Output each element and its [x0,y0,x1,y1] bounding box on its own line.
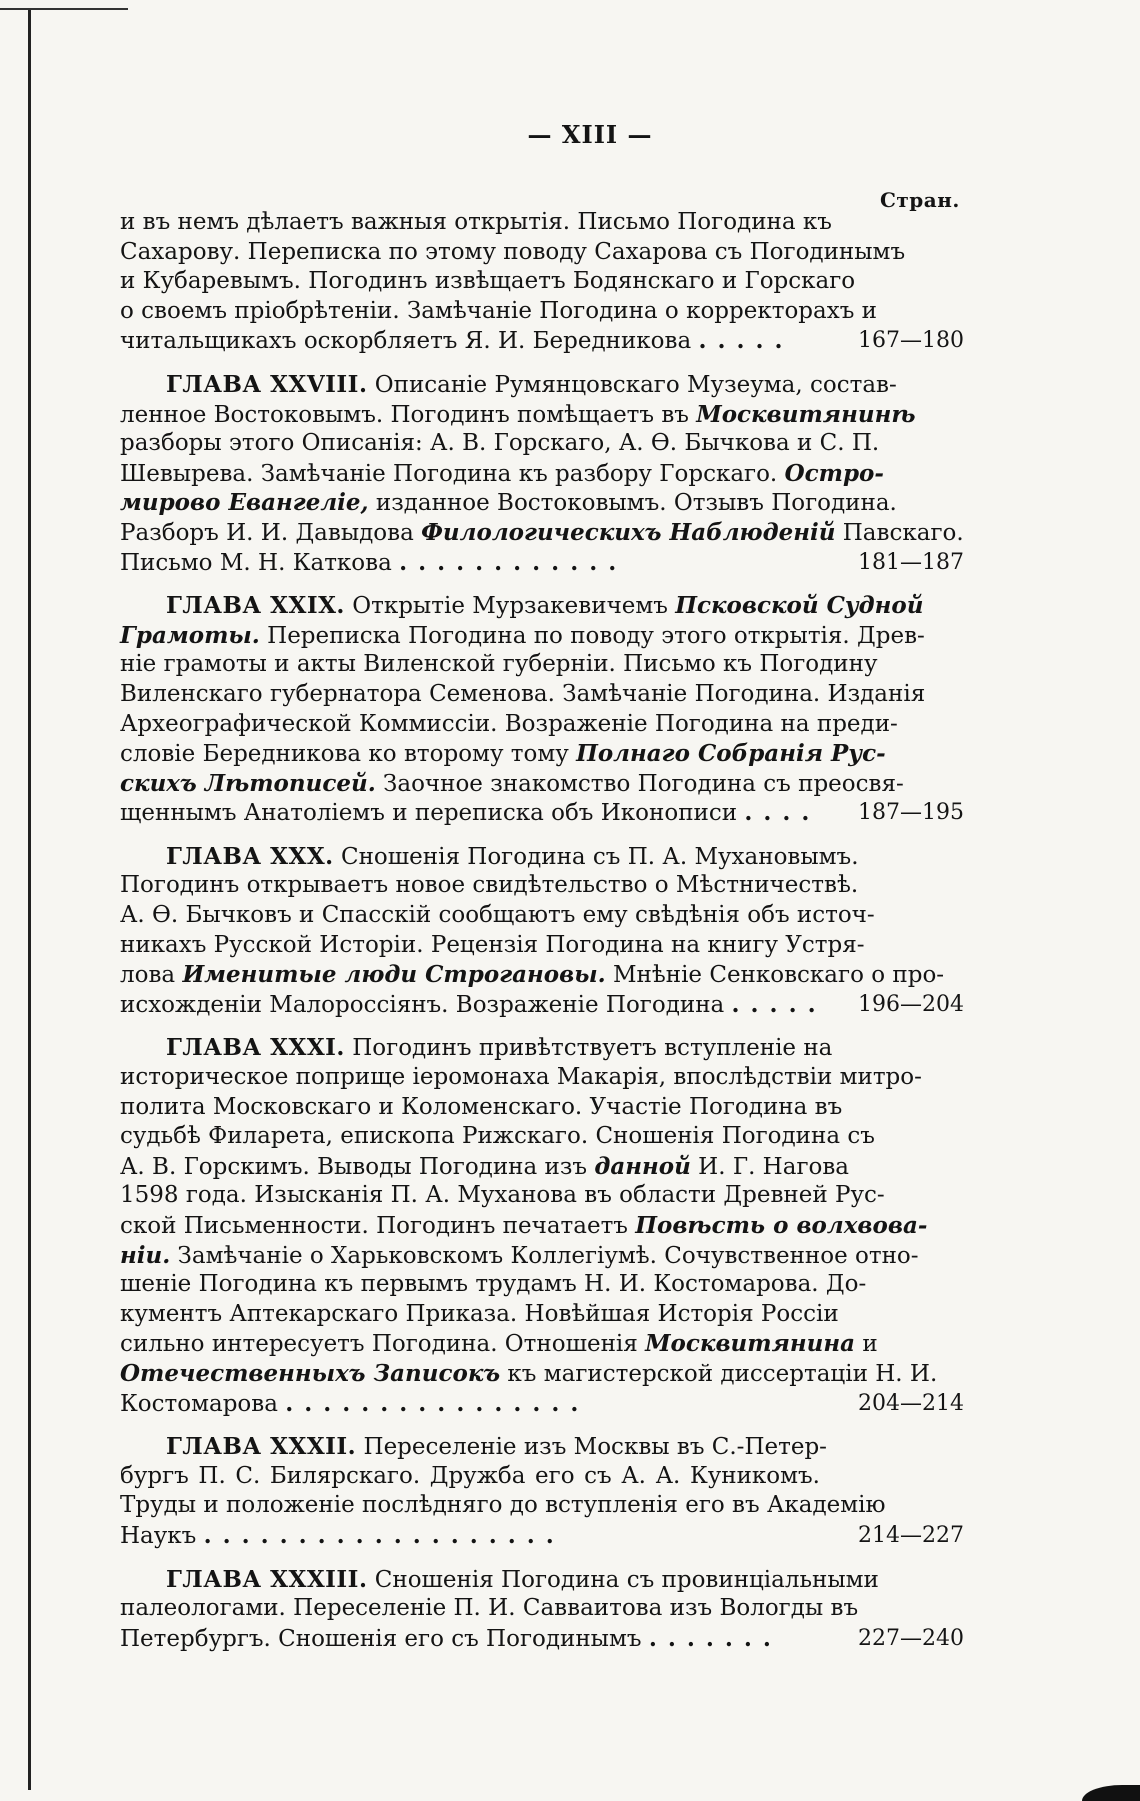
toc-entry-chapter-32 [120,1432,962,1550]
entry-line: Погодинъ открываетъ новое свидѣтельство о Мѣстничествѣ. [120,872,859,899]
entry-line [120,842,859,872]
entry-italic-title: мирово Евангеліе, [120,489,369,517]
entry-line-text: читальщикахъ оскорбляетъ Я. И. Бередникова [120,328,692,355]
entry-italic-title: Грамоты. [120,621,260,649]
entry-line: бургъ П. С. Билярскаго. Дружба его съ А. А. Куникомъ. [120,1462,820,1489]
entry-line-text: Наукъ [120,1522,197,1549]
entry-line: никахъ Русской Исторіи. Рецензія Погодина на книгу Устря- [120,931,865,958]
entry-line [120,1565,879,1595]
entry-line: шеніе Погодина къ первымъ трудамъ Н. И. Костомарова. До- [120,1271,867,1298]
entry-line [120,1241,919,1271]
entry-line [120,1033,833,1063]
entry-line: историческое поприще іеромонаха Макарія, впослѣдствіи митро- [120,1064,922,1091]
page-range: 181—187 [858,549,964,575]
entry-line-text: Разборъ И. И. Давыдова [120,519,414,546]
entry-last-line [120,798,964,828]
entry-last-line [120,1521,964,1551]
entry-line-text: словіе Бередникова ко второму тому [120,741,569,768]
entry-italic-title: скихъ Лѣтописей. [120,769,376,797]
page-left-edge [28,10,31,1790]
chapter-number: ГЛАВА XXXII. [166,1433,357,1461]
entry-line: Виленскаго губернатора Семенова. Замѣчаніе Погодина. Изданія [120,680,926,707]
page-range: 187—195 [858,800,964,826]
entry-line-text: Костомарова [120,1390,278,1417]
entry-last-line [120,326,964,356]
entry-line: разборы этого Описанія: А. В. Горскаго, А. Ѳ. Бычкова и С. П. [120,430,880,457]
entry-line-text: Мнѣніе Сенковскаго о про- [612,962,945,989]
entry-italic-title: Москвитянина [645,1330,856,1358]
entry-line [120,370,897,400]
entry-line-text: Описаніе Румянцовскаго Музеума, состав- [374,371,897,398]
page-range: 227—240 [858,1625,964,1651]
entry-line [120,1432,827,1462]
leader-dots: ....... [648,1624,782,1652]
entry-italic-title: Именитые люди Строгановы. [182,961,606,989]
leader-dots: ..... [731,990,827,1018]
page-range: 196—204 [858,991,964,1017]
entry-line-text: щеннымъ Анатоліемъ и переписка объ Иконописи [120,800,738,827]
entry-line-text: Замѣчаніе о Харьковскомъ Коллегіумѣ. Сочувственное отно- [177,1242,919,1269]
leader-dots: .... [744,799,821,827]
entry-last-line [120,548,964,578]
entry-line [120,459,884,489]
chapter-number: ГЛАВА XXIX. [166,592,345,620]
leader-dots: ..... [698,327,794,355]
toc-entry-chapter-29 [120,591,962,828]
entry-line-text: сильно интересуетъ Погодина. Отношенія [120,1331,638,1358]
table-of-contents [120,208,962,1667]
pages-column-label: Стран. [880,188,960,212]
chapter-number: ГЛАВА XXXIII. [166,1565,368,1593]
entry-line-text: Сношенія Погодина съ провинціальными [374,1566,879,1593]
entry-line: Сахарову. Переписка по этому поводу Сахарова съ Погодинымъ [120,238,906,265]
entry-italic-title: Псковской Судной [675,592,924,620]
entry-line-text: И. Г. Нагова [698,1153,850,1180]
entry-line [120,739,886,769]
entry-line [120,1359,938,1389]
entry-line-text: къ магистерской диссертаціи Н. И. [507,1360,938,1387]
page-range: 167—180 [858,328,964,354]
entry-line-text: Письмо М. Н. Каткова [120,549,392,576]
entry-line [120,621,925,651]
entry-line: А. Ѳ. Бычковъ и Спасскій сообщаютъ ему свѣдѣнія объ источ- [120,902,875,929]
entry-last-line [120,1389,964,1419]
page-range: 204—214 [858,1390,964,1416]
top-rule [0,8,128,10]
entry-line [120,960,945,990]
entry-last-line [120,990,964,1020]
entry-line: полита Московскаго и Коломенскаго. Участіе Погодина въ [120,1093,843,1120]
entry-line-text: Петербургъ. Сношенія его съ Погодинымъ [120,1625,642,1652]
toc-entry-chapter-31 [120,1033,962,1418]
entry-line: 1598 года. Изысканія П. А. Муханова въ области Древней Рус- [120,1182,885,1209]
entry-line [120,1152,850,1182]
entry-line-text: Переселеніе изъ Москвы въ С.-Петер- [363,1434,827,1461]
page-range: 214—227 [858,1522,964,1548]
entry-italic-title: Полнаго Собранія Рус- [576,740,886,768]
entry-line [120,1211,928,1241]
entry-line: палеологами. Переселеніе П. И. Савваитова изъ Вологды въ [120,1595,859,1622]
entry-line-text: изданное Востоковымъ. Отзывъ Погодина. [375,490,897,517]
entry-line: и Кубаревымъ. Погодинъ извѣщаетъ Бодянскаго и Горскаго [120,268,856,295]
entry-line-text: ленное Востоковымъ. Погодинъ помѣщаетъ въ [120,401,689,428]
entry-line-text: А. В. Горскимъ. Выводы Погодина изъ [120,1153,588,1180]
leader-dots: ................ [285,1389,590,1417]
entry-italic-title: Филологическихъ Наблюденій [421,518,836,546]
entry-italic-title: Остро- [784,459,884,487]
entry-line: ніе грамоты и акты Виленской губерніи. Письмо къ Погодину [120,651,878,678]
entry-line-text: Погодинъ привѣтствуетъ вступленіе на [352,1035,833,1062]
entry-line-text: Шевырева. Замѣчаніе Погодина къ разбору Горскаго. [120,460,778,487]
entry-line [120,769,904,799]
entry-line-text: Сношенія Погодина съ П. А. Мухановымъ. [341,843,859,870]
corner-smudge [1082,1785,1140,1801]
entry-last-line [120,1624,964,1654]
toc-entry-chapter-28 [120,370,962,577]
entry-line [120,591,924,621]
entry-italic-title: данной [594,1152,691,1180]
entry-line-text: Павскаго. [842,519,964,546]
toc-entry-chapter-30 [120,842,962,1020]
entry-line-text: лова [120,962,176,989]
chapter-number: ГЛАВА XXX. [166,842,334,870]
entry-line: о своемъ пріобрѣтеніи. Замѣчаніе Погодина о корректорахъ и [120,297,877,324]
chapter-number: ГЛАВА XXXI. [166,1034,345,1062]
entry-italic-title: Москвитянинѣ [696,400,916,428]
entry-line [120,488,897,518]
page-number-header: — XIII — [527,120,653,149]
entry-line-text: Открытіе Мурзакевичемъ [352,593,668,620]
entry-line [120,400,916,430]
entry-line-text: и [862,1331,878,1358]
leader-dots: ............ [399,548,628,576]
leader-dots: ................... [203,1521,565,1549]
entry-line: Труды и положеніе послѣдняго до вступленія его въ Академію [120,1492,886,1519]
entry-line: судьбѣ Филарета, епископа Рижскаго. Сношенія Погодина съ [120,1123,875,1150]
entry-line: кументъ Аптекарскаго Приказа. Новѣйшая Исторія Россіи [120,1300,839,1327]
chapter-number: ГЛАВА XXVIII. [166,370,368,398]
entry-line-text: ской Письменности. Погодинъ печатаетъ [120,1213,628,1239]
entry-line-text: исхожденіи Малороссіянъ. Возраженіе Погодина [120,991,725,1018]
toc-entry-continuation [120,208,962,356]
entry-line: Археографической Коммиссіи. Возраженіе Погодина на преди- [120,710,898,737]
entry-italic-title: Отечественныхъ Записокъ [120,1359,501,1387]
toc-entry-chapter-33 [120,1565,962,1654]
entry-italic-title: ніи. [120,1241,171,1269]
entry-line [120,518,964,548]
entry-italic-title: Повѣсть о волхвова- [635,1212,928,1239]
entry-line [120,1329,878,1359]
entry-line-text: Переписка Погодина по поводу этого открытія. Древ- [267,622,925,649]
entry-line: и въ немъ дѣлаетъ важныя открытія. Письмо Погодина къ [120,209,832,235]
entry-line-text: Заочное знакомство Погодина съ преосвя- [383,770,904,797]
